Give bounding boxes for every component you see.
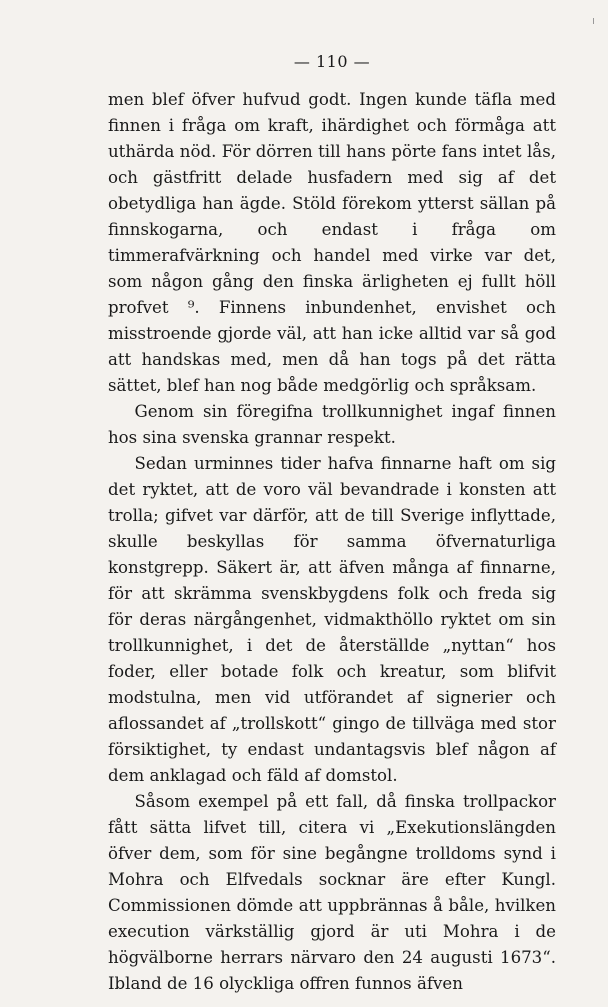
paragraph-3: Sedan urminnes tider hafva finnarne haft om sig det ryktet, att de voro väl bevandrade i konsten att trolla; gifvet var därför, att de till Sverige inflyttade, skulle beskyllas för samma öfvernaturliga konstgrepp. Säkert är, att äfven många af finnarne, för att skrämma svenskbygdens folk och freda sig för deras närgångenhet, vidmakthöllo ryktet om sin trollkunnighet, i det de återställde „nyttan“ hos foder, eller botade folk och kreatur, som blifvit modstulna, men vid utförandet af signerier och aflossandet af „trollskott“ gingo de tillväga med stor försiktighet, ty endast undantagsvis blef någon af dem anklagad och fäld af domstol. xyxy=(108,454,556,785)
paragraph-2: Genom sin föregifna trollkunnighet ingaf finnen hos sina svenska grannar respekt. xyxy=(108,402,556,447)
paragraph-1: men blef öfver hufvud godt. Ingen kunde täfla med finnen i fråga om kraft, ihärdighet och förmåga att uthärda nöd. För dörren till hans pörte fans intet lås, och gästfritt delade husfadern med sig af det obetydliga han ägde. Stöld förekom ytterst sällan på finnskogarna, och endast i fråga om timmerafvärkning och handel med virke var det, som någon gång den finska ärligheten ej fullt höll profvet ⁹. Finnens inbundenhet, envishet och misstroende gjorde väl, att han icke alltid var så god att handskas med, men då han togs på det rätta sättet, blef han nog både medgörlig och språksam. xyxy=(108,90,556,395)
page-edge-mark xyxy=(593,18,594,24)
page-number: — 110 — xyxy=(293,52,371,71)
paragraph-4: Såsom exempel på ett fall, då finska trollpackor fått sätta lifvet till, citera vi „Exekutionslängden öfver dem, som för sine begångne trolldoms synd i Mohra och Elfvedals socknar äre efter Kungl. Commissionen dömde att uppbrännas å båle, hvilken execution värkställig gjord är uti Mohra i de högvälborne herrars närvaro den 24 augusti 1673“. Ibland de 16 olyckliga offren funnos äfven xyxy=(108,792,556,993)
